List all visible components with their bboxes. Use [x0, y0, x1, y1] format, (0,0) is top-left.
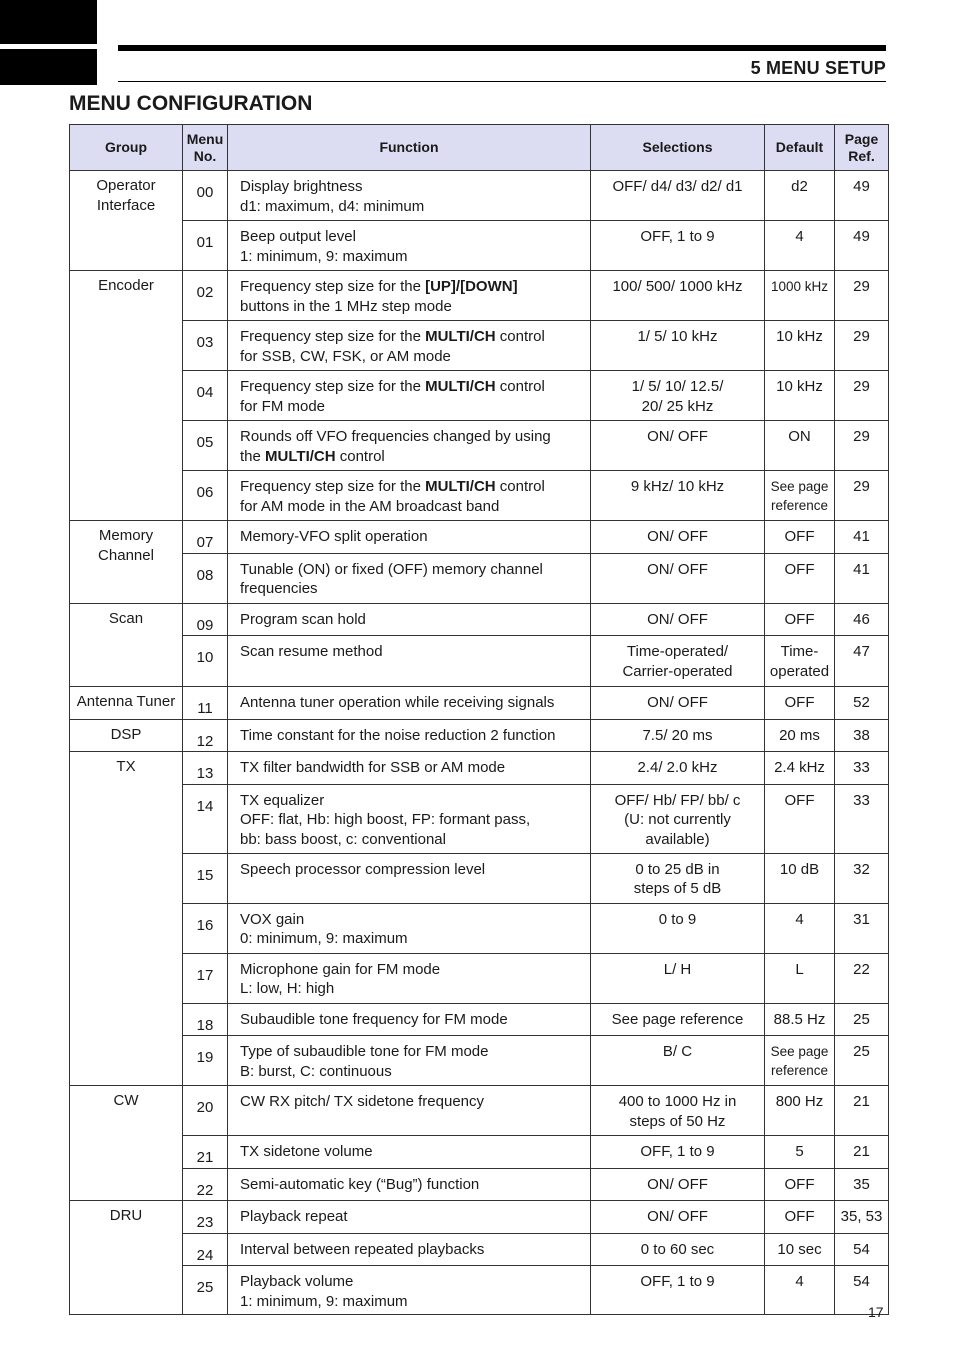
menu-no-cell: 06 [183, 471, 228, 521]
page-ref-cell: 54 [835, 1266, 889, 1315]
default-cell: OFF [765, 1168, 835, 1201]
group-cell: Operator Interface [70, 171, 183, 271]
default-cell: Time- operated [765, 636, 835, 687]
default-cell: OFF [765, 553, 835, 603]
table-row [70, 521, 889, 554]
selections-cell: OFF, 1 to 9 [591, 1266, 765, 1315]
corner-tab-gap [0, 44, 97, 49]
page-ref-cell: 33 [835, 752, 889, 785]
menu-no-cell: 21 [183, 1136, 228, 1169]
default-cell: OFF [765, 784, 835, 853]
default-cell: ON [765, 421, 835, 471]
table-row [70, 371, 889, 421]
col-header-function: Function [228, 125, 591, 171]
function-cell: TX equalizer OFF: flat, Hb: high boost, FP: formant pass, bb: bass boost, c: conventional [228, 784, 591, 853]
menu-no-cell: 00 [183, 171, 228, 221]
function-cell: Display brightness d1: maximum, d4: minimum [228, 171, 591, 221]
table-row [70, 636, 889, 687]
page-ref-cell: 32 [835, 853, 889, 903]
page-ref-cell: 21 [835, 1136, 889, 1169]
default-cell: 10 kHz [765, 371, 835, 421]
table-row [70, 1266, 889, 1315]
function-cell: Beep output level 1: minimum, 9: maximum [228, 221, 591, 271]
menu-no-cell: 24 [183, 1233, 228, 1266]
menu-no-cell: 01 [183, 221, 228, 271]
menu-no-cell: 15 [183, 853, 228, 903]
selections-cell: Time-operated/ Carrier-operated [591, 636, 765, 687]
selections-cell: 400 to 1000 Hz in steps of 50 Hz [591, 1086, 765, 1136]
function-cell: TX filter bandwidth for SSB or AM mode [228, 752, 591, 785]
table-row [70, 719, 889, 752]
table-row [70, 271, 889, 321]
function-cell: Frequency step size for the [UP]/[DOWN] buttons in the 1 MHz step mode [228, 271, 591, 321]
col-header-default: Default [765, 125, 835, 171]
default-cell: OFF [765, 687, 835, 720]
default-cell: 2.4 kHz [765, 752, 835, 785]
group-cell: DSP [70, 719, 183, 752]
table-row [70, 171, 889, 221]
menu-no-cell: 10 [183, 636, 228, 687]
page-ref-cell: 49 [835, 171, 889, 221]
menu-no-cell: 17 [183, 953, 228, 1003]
default-cell: See page reference [765, 471, 835, 521]
menu-no-cell: 11 [183, 687, 228, 720]
function-cell: Scan resume method [228, 636, 591, 687]
table-row [70, 687, 889, 720]
page-ref-cell: 41 [835, 521, 889, 554]
function-cell: Memory-VFO split operation [228, 521, 591, 554]
menu-no-cell: 18 [183, 1003, 228, 1036]
page-ref-cell: 47 [835, 636, 889, 687]
table-row [70, 1136, 889, 1169]
table-body [70, 171, 889, 1315]
page-ref-cell: 33 [835, 784, 889, 853]
function-cell: Playback volume 1: minimum, 9: maximum [228, 1266, 591, 1315]
selections-cell: OFF/ Hb/ FP/ bb/ c (U: not currently available) [591, 784, 765, 853]
menu-configuration-table [69, 124, 889, 1315]
page-ref-cell: 29 [835, 271, 889, 321]
selections-cell: L/ H [591, 953, 765, 1003]
group-cell: Memory Channel [70, 521, 183, 604]
default-cell: OFF [765, 521, 835, 554]
col-header-menu-no: Menu No. [183, 125, 228, 171]
page-ref-cell: 29 [835, 321, 889, 371]
selections-cell: 1/ 5/ 10/ 12.5/ 20/ 25 kHz [591, 371, 765, 421]
page-ref-cell: 29 [835, 471, 889, 521]
page-number: 17 [868, 1304, 884, 1320]
selections-cell: ON/ OFF [591, 687, 765, 720]
table-row [70, 953, 889, 1003]
function-cell: Antenna tuner operation while receiving signals [228, 687, 591, 720]
table-row [70, 471, 889, 521]
function-cell: Time constant for the noise reduction 2 function [228, 719, 591, 752]
selections-cell: ON/ OFF [591, 553, 765, 603]
table-row [70, 1036, 889, 1086]
menu-no-cell: 20 [183, 1086, 228, 1136]
default-cell: 88.5 Hz [765, 1003, 835, 1036]
table-row [70, 553, 889, 603]
col-header-selections: Selections [591, 125, 765, 171]
function-cell: Interval between repeated playbacks [228, 1233, 591, 1266]
default-cell: 5 [765, 1136, 835, 1169]
default-cell: See page reference [765, 1036, 835, 1086]
page-ref-cell: 25 [835, 1003, 889, 1036]
table-row [70, 1003, 889, 1036]
function-cell: Tunable (ON) or fixed (OFF) memory channel frequencies [228, 553, 591, 603]
selections-cell: 0 to 25 dB in steps of 5 dB [591, 853, 765, 903]
table-row [70, 421, 889, 471]
menu-no-cell: 12 [183, 719, 228, 752]
table-row [70, 321, 889, 371]
default-cell: 10 dB [765, 853, 835, 903]
selections-cell: ON/ OFF [591, 521, 765, 554]
table-row [70, 1233, 889, 1266]
selections-cell: OFF, 1 to 9 [591, 221, 765, 271]
menu-no-cell: 08 [183, 553, 228, 603]
page-ref-cell: 29 [835, 371, 889, 421]
col-header-group: Group [70, 125, 183, 171]
function-cell: Playback repeat [228, 1201, 591, 1234]
function-cell: CW RX pitch/ TX sidetone frequency [228, 1086, 591, 1136]
function-cell: Frequency step size for the MULTI/CH control for FM mode [228, 371, 591, 421]
default-cell: L [765, 953, 835, 1003]
header-rule-thin [118, 81, 886, 82]
menu-no-cell: 04 [183, 371, 228, 421]
menu-no-cell: 05 [183, 421, 228, 471]
page-title: MENU CONFIGURATION [69, 92, 313, 115]
menu-no-cell: 03 [183, 321, 228, 371]
menu-no-cell: 14 [183, 784, 228, 853]
table-header-row [70, 125, 889, 171]
selections-cell: OFF, 1 to 9 [591, 1136, 765, 1169]
function-cell: VOX gain 0: minimum, 9: maximum [228, 903, 591, 953]
selections-cell: ON/ OFF [591, 1168, 765, 1201]
selections-cell: 9 kHz/ 10 kHz [591, 471, 765, 521]
selections-cell: 0 to 60 sec [591, 1233, 765, 1266]
function-cell: Rounds off VFO frequencies changed by using the MULTI/CH control [228, 421, 591, 471]
page-ref-cell: 52 [835, 687, 889, 720]
default-cell: 4 [765, 903, 835, 953]
page-ref-cell: 41 [835, 553, 889, 603]
selections-cell: ON/ OFF [591, 421, 765, 471]
page-ref-cell: 25 [835, 1036, 889, 1086]
default-cell: 800 Hz [765, 1086, 835, 1136]
default-cell: OFF [765, 603, 835, 636]
function-cell: Speech processor compression level [228, 853, 591, 903]
function-cell: Frequency step size for the MULTI/CH control for SSB, CW, FSK, or AM mode [228, 321, 591, 371]
page-ref-cell: 38 [835, 719, 889, 752]
page-ref-cell: 49 [835, 221, 889, 271]
selections-cell: 100/ 500/ 1000 kHz [591, 271, 765, 321]
section-heading: 5 MENU SETUP [750, 58, 886, 78]
table-row [70, 853, 889, 903]
menu-no-cell: 25 [183, 1266, 228, 1315]
selections-cell: 1/ 5/ 10 kHz [591, 321, 765, 371]
function-cell: Type of subaudible tone for FM mode B: burst, C: continuous [228, 1036, 591, 1086]
table-row [70, 603, 889, 636]
menu-no-cell: 07 [183, 521, 228, 554]
menu-no-cell: 02 [183, 271, 228, 321]
default-cell: d2 [765, 171, 835, 221]
selections-cell: See page reference [591, 1003, 765, 1036]
page-ref-cell: 35, 53 [835, 1201, 889, 1234]
default-cell: 10 sec [765, 1233, 835, 1266]
function-cell: Semi-automatic key (“Bug”) function [228, 1168, 591, 1201]
selections-cell: 0 to 9 [591, 903, 765, 953]
table-row [70, 752, 889, 785]
table-row [70, 784, 889, 853]
group-cell: DRU [70, 1201, 183, 1315]
page-ref-cell: 29 [835, 421, 889, 471]
selections-cell: ON/ OFF [591, 1201, 765, 1234]
table-row [70, 1086, 889, 1136]
table-row [70, 221, 889, 271]
table-row [70, 903, 889, 953]
menu-no-cell: 19 [183, 1036, 228, 1086]
selections-cell: B/ C [591, 1036, 765, 1086]
function-cell: Program scan hold [228, 603, 591, 636]
col-header-page-ref: Page Ref. [835, 125, 889, 171]
group-cell: Antenna Tuner [70, 687, 183, 720]
default-cell: 4 [765, 221, 835, 271]
default-cell: 4 [765, 1266, 835, 1315]
menu-no-cell: 13 [183, 752, 228, 785]
menu-no-cell: 22 [183, 1168, 228, 1201]
corner-tab-block [0, 0, 97, 85]
page-ref-cell: 35 [835, 1168, 889, 1201]
group-cell: CW [70, 1086, 183, 1201]
table-row [70, 1201, 889, 1234]
group-cell: Scan [70, 603, 183, 687]
default-cell: 1000 kHz [765, 271, 835, 321]
default-cell: 10 kHz [765, 321, 835, 371]
selections-cell: OFF/ d4/ d3/ d2/ d1 [591, 171, 765, 221]
default-cell: OFF [765, 1201, 835, 1234]
header-rule-thick [118, 45, 886, 51]
group-cell: TX [70, 752, 183, 1086]
group-cell: Encoder [70, 271, 183, 521]
menu-no-cell: 09 [183, 603, 228, 636]
function-cell: Subaudible tone frequency for FM mode [228, 1003, 591, 1036]
page-ref-cell: 22 [835, 953, 889, 1003]
selections-cell: 2.4/ 2.0 kHz [591, 752, 765, 785]
page-ref-cell: 54 [835, 1233, 889, 1266]
menu-no-cell: 16 [183, 903, 228, 953]
default-cell: 20 ms [765, 719, 835, 752]
selections-cell: 7.5/ 20 ms [591, 719, 765, 752]
menu-no-cell: 23 [183, 1201, 228, 1234]
page-ref-cell: 31 [835, 903, 889, 953]
function-cell: Frequency step size for the MULTI/CH control for AM mode in the AM broadcast band [228, 471, 591, 521]
page-ref-cell: 46 [835, 603, 889, 636]
selections-cell: ON/ OFF [591, 603, 765, 636]
function-cell: TX sidetone volume [228, 1136, 591, 1169]
function-cell: Microphone gain for FM mode L: low, H: high [228, 953, 591, 1003]
page-ref-cell: 21 [835, 1086, 889, 1136]
table-row [70, 1168, 889, 1201]
